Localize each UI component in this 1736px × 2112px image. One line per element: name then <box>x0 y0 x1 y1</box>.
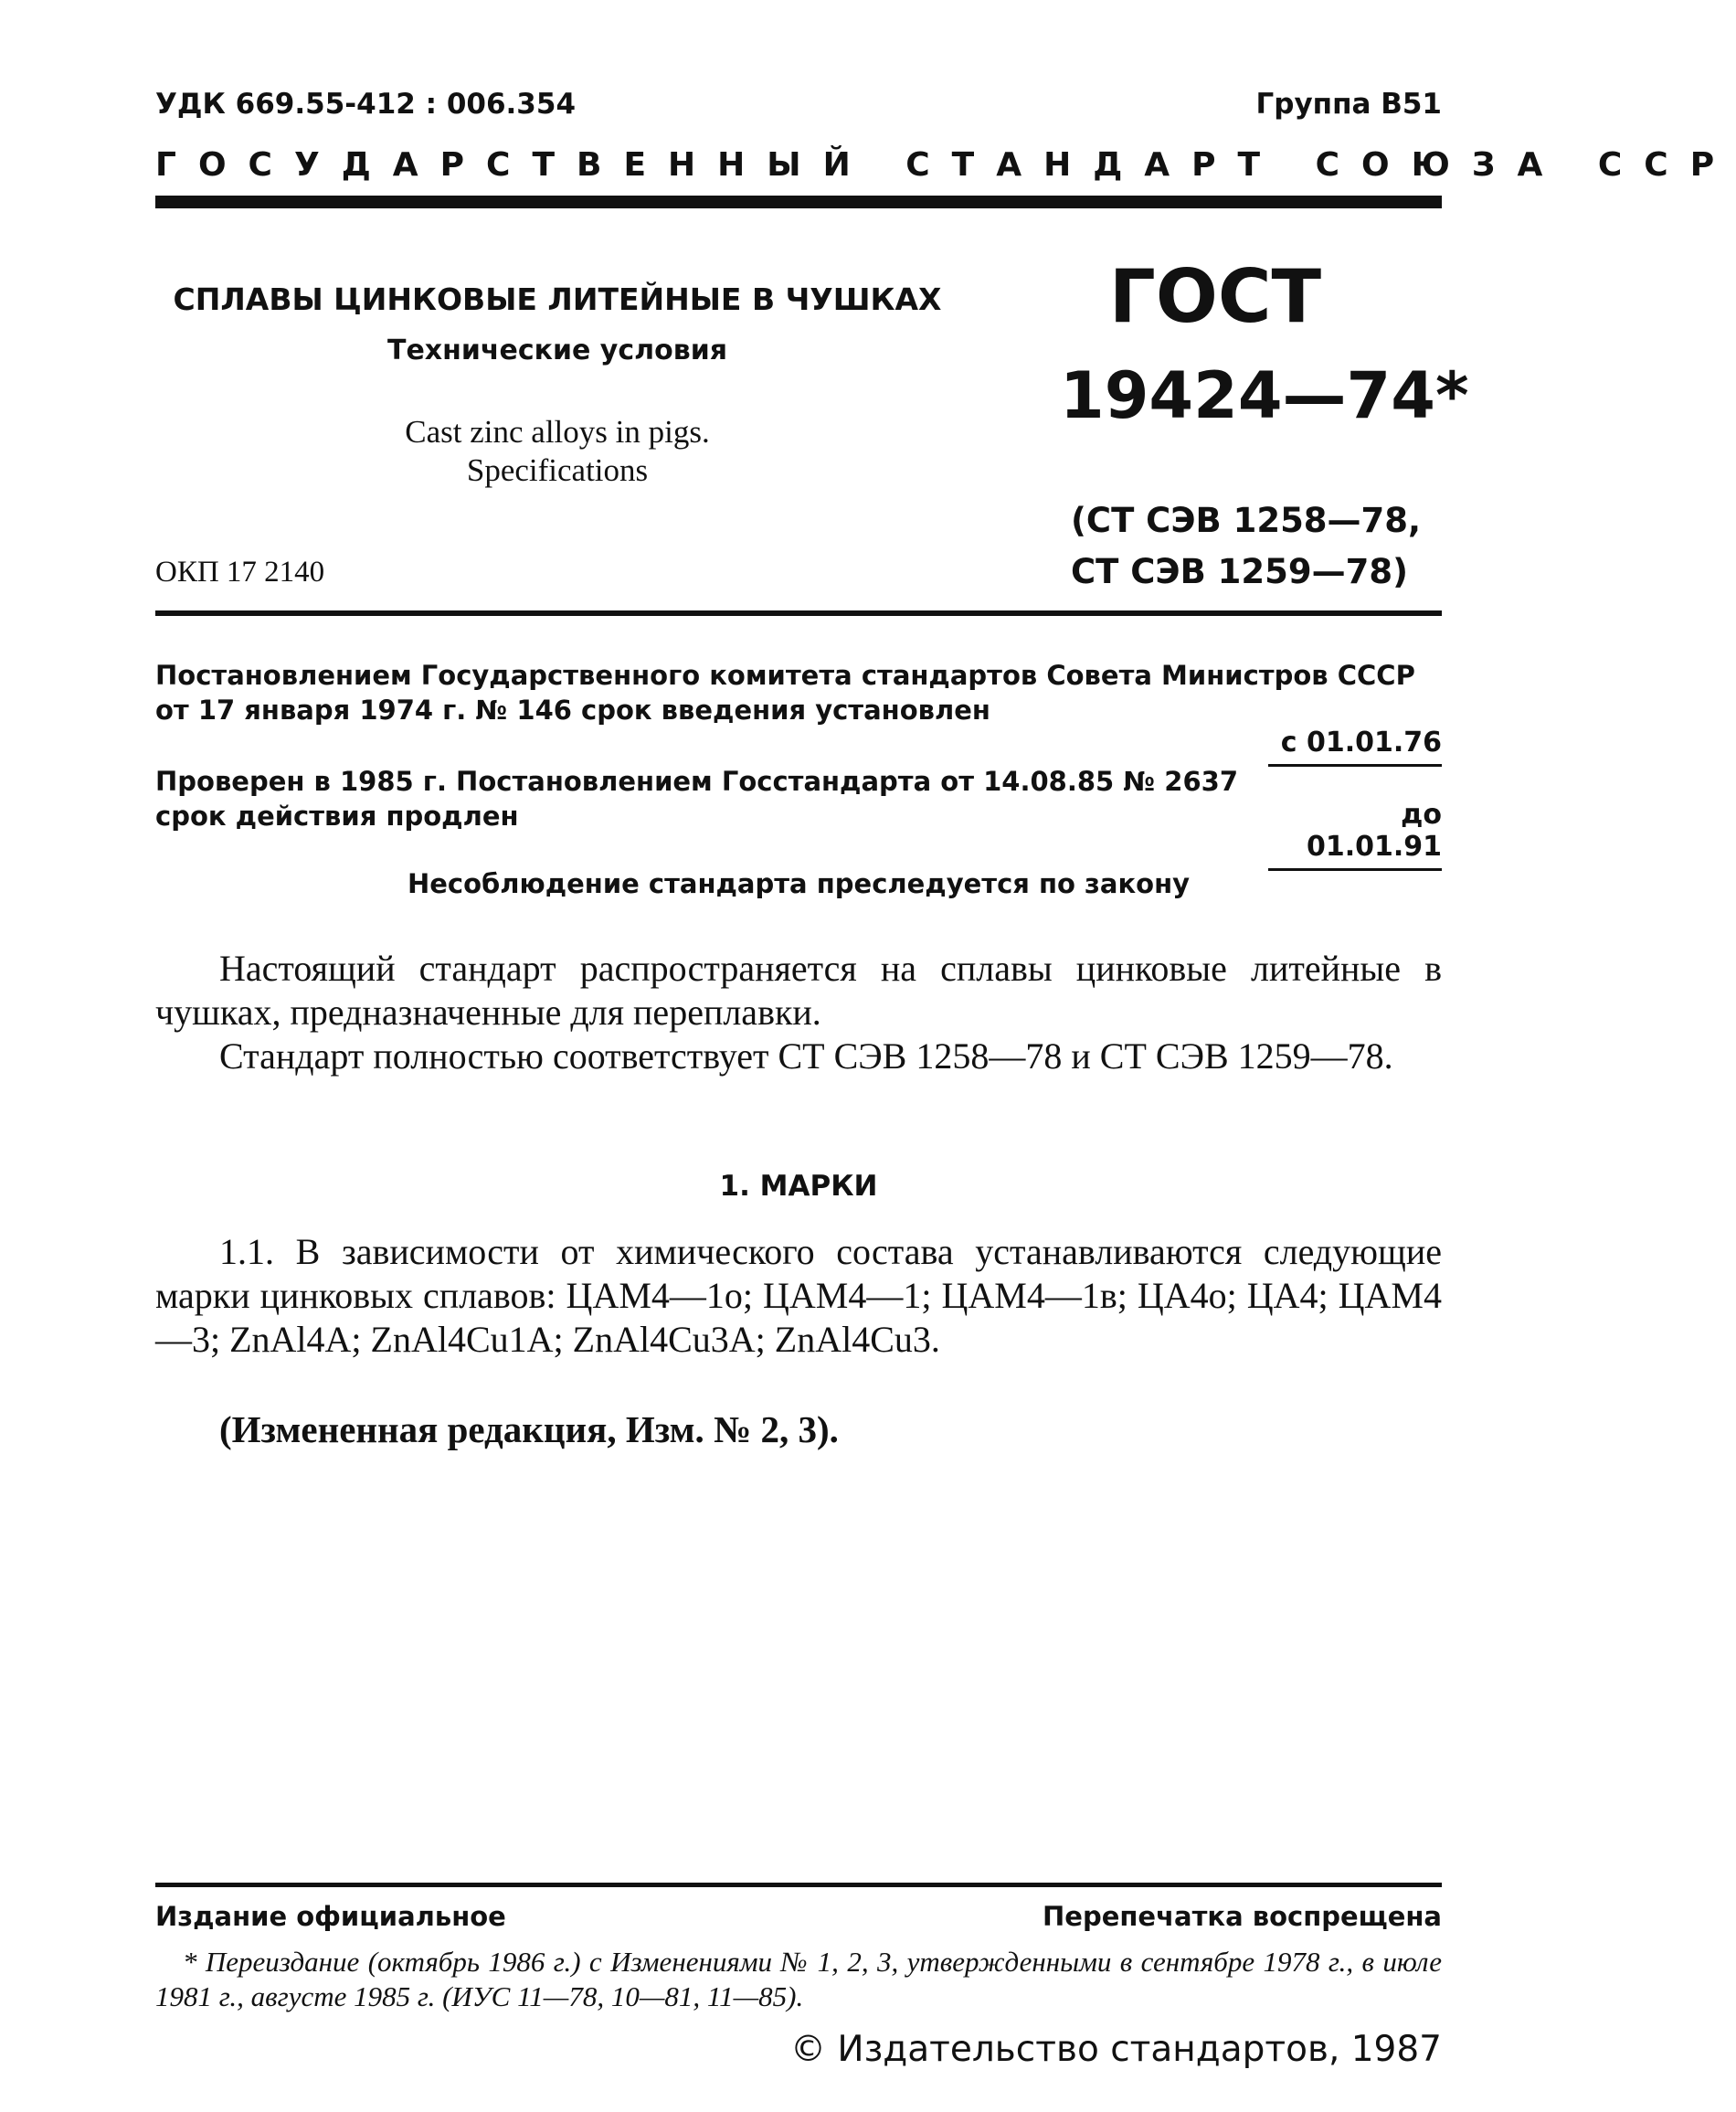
scope-paragraph: Настоящий стандарт распространяется на сплавы цинковые литейные в чушках, предназначенные для переплавки. <box>155 948 1442 1033</box>
decree-line1: Постановлением Государственного комитета стандартов Совета Министров СССР <box>155 660 1415 691</box>
reprint-prohibited: Перепечатка воспрещена <box>1043 1901 1442 1932</box>
document-subtitle: Технические условия <box>387 334 727 366</box>
st-sev-line2: СТ СЭВ 1259—78) <box>1071 552 1409 591</box>
gost-label: ГОСТ <box>1108 254 1322 339</box>
revision-line1: Проверен в 1985 г. Постановлением Госстандарта от 14.08.85 № 2637 <box>155 766 1239 797</box>
law-notice: Несоблюдение стандарта преследуется по закону <box>407 868 1191 899</box>
okp-code: ОКП 17 2140 <box>155 556 325 589</box>
st-sev-line1: (СТ СЭВ 1258—78, <box>1071 501 1422 540</box>
document-title: СПЛАВЫ ЦИНКОВЫЕ ЛИТЕЙНЫЕ В ЧУШКАХ <box>173 281 942 317</box>
section-heading: 1. МАРКИ <box>719 1170 878 1203</box>
gost-number: 19424—74* <box>1060 358 1469 433</box>
amendment-note: (Измененная редакция, Изм. № 2, 3). <box>219 1408 839 1450</box>
revision-line2: срок действия продлен <box>155 801 519 832</box>
revision-text <box>155 764 1252 833</box>
copyright-notice: © Издательство стандартов, 1987 <box>790 2029 1442 2070</box>
udk-code: УДК 669.55-412 : 006.354 <box>155 88 577 121</box>
official-edition: Издание официальное <box>155 1901 506 1932</box>
reissue-footnote: * Переиздание (октябрь 1986 г.) с Изменениями № 1, 2, 3, утвержденными в сентябре 1978 г., в июле 1981 г., августе 1985 г. (ИУС 11—78, 10—81, 11—85). <box>155 1946 1442 2012</box>
english-title-line1: Cast zinc alloys in pigs. <box>405 414 710 450</box>
expiry-date: до 01.01.91 <box>1268 799 1442 871</box>
effective-date: с 01.01.76 <box>1268 727 1442 767</box>
grades-paragraph: 1.1. В зависимости от химического состава устанавливаются следующие марки цинковых сплавов: ЦАМ4—1о; ЦАМ4—1; ЦАМ4—1в; ЦА4о; ЦА4; ЦАМ4—3; ZnAl4A; ZnAl4Cu1A; ZnAl4Cu3A; ZnAl4Cu3. <box>155 1231 1442 1360</box>
english-title-line2: Specifications <box>466 452 649 488</box>
compliance-paragraph: Стандарт полностью соответствует СТ СЭВ 1258—78 и СТ СЭВ 1259—78. <box>219 1035 1393 1077</box>
middle-divider <box>155 610 1442 616</box>
group-code: Группа В51 <box>1255 88 1442 121</box>
decree-line2: от 17 января 1974 г. № 146 срок введения установлен <box>155 695 990 726</box>
st-sev-reference <box>1071 495 1421 598</box>
state-standard-banner: ГОСУДАРСТВЕННЫЙ СТАНДАРТ СОЮЗА ССР <box>155 146 1736 184</box>
decree-text <box>155 658 1442 727</box>
top-divider <box>155 196 1442 208</box>
bottom-divider <box>155 1883 1442 1887</box>
english-title <box>164 413 950 490</box>
